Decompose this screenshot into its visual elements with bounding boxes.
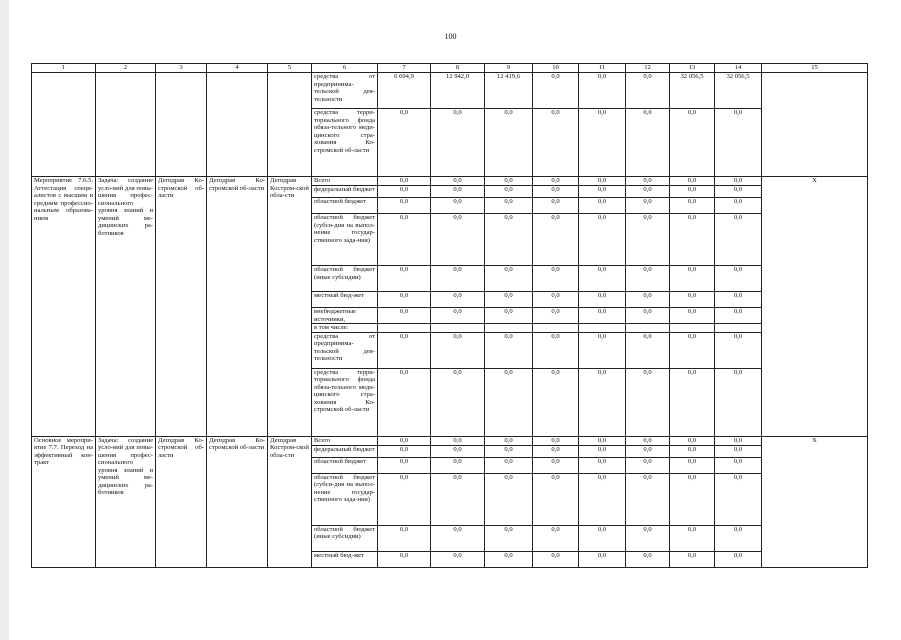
column-number-header: 9: [485, 64, 533, 73]
amount-cell: 0,0: [378, 308, 431, 324]
amount-cell: 0,0: [485, 266, 533, 292]
funding-source-label: внебюджетные источники,: [312, 308, 378, 324]
funding-source-label: средства терри-ториального фонда обяза-тельного меди-цинского стра-хования Ко-стромской об-ласти: [312, 109, 378, 177]
amount-cell: 0,0: [579, 473, 626, 525]
amount-cell: 0,0: [626, 445, 670, 457]
amount-cell: 0,0: [533, 292, 579, 308]
task-description: Задача: создание усло-вий для повы-шения профес-сионального уровня знаний и умений ме-дицинских ра-ботников: [96, 436, 156, 567]
amount-cell: [431, 324, 485, 333]
amount-cell: 0,0: [670, 214, 715, 266]
funding-source-label: областной бюджет (субси-дия на выпол-нение государ-ственного зада-ния): [312, 214, 378, 266]
amount-cell: 0,0: [626, 198, 670, 214]
amount-cell: 0,0: [378, 473, 431, 525]
amount-cell: 0,0: [431, 186, 485, 198]
amount-cell: 0,0: [533, 73, 579, 109]
amount-cell: 0,0: [378, 551, 431, 567]
amount-cell: 0,0: [533, 266, 579, 292]
amount-cell: 0,0: [579, 292, 626, 308]
empty-cell: [762, 73, 868, 177]
column-number-header: 15: [762, 64, 868, 73]
funding-source-label: областной бюджет: [312, 198, 378, 214]
amount-cell: 0,0: [670, 198, 715, 214]
amount-cell: 0,0: [670, 436, 715, 445]
amount-cell: 0,0: [670, 177, 715, 186]
amount-cell: 0,0: [670, 368, 715, 436]
empty-cell: [268, 73, 312, 177]
amount-cell: 0,0: [579, 198, 626, 214]
amount-cell: 0,0: [670, 332, 715, 368]
amount-cell: 0,0: [378, 436, 431, 445]
amount-cell: 0,0: [485, 109, 533, 177]
funding-source-label: федеральный бюджет: [312, 445, 378, 457]
amount-cell: 0,0: [626, 368, 670, 436]
column-number-header: 6: [312, 64, 378, 73]
amount-cell: 0,0: [485, 332, 533, 368]
amount-cell: 0,0: [579, 177, 626, 186]
amount-cell: 0,0: [431, 445, 485, 457]
scan-edge: [0, 0, 9, 640]
amount-cell: 0,0: [579, 332, 626, 368]
column-number-header: 2: [96, 64, 156, 73]
amount-cell: 0,0: [715, 551, 762, 567]
amount-cell: 0,0: [579, 436, 626, 445]
empty-cell: [32, 73, 96, 177]
responsible-executor: Депздрав Ко-стромской об-ласти: [156, 177, 207, 437]
amount-cell: 0,0: [715, 186, 762, 198]
amount-cell: 0,0: [579, 457, 626, 473]
amount-cell: 0,0: [485, 473, 533, 525]
amount-cell: 0,0: [715, 332, 762, 368]
amount-cell: 0,0: [715, 457, 762, 473]
amount-cell: 0,0: [670, 525, 715, 551]
amount-cell: 0,0: [533, 332, 579, 368]
amount-cell: 0,0: [579, 109, 626, 177]
amount-cell: 0,0: [715, 198, 762, 214]
amount-cell: 0,0: [715, 368, 762, 436]
amount-cell: 0,0: [485, 436, 533, 445]
funding-source-label: средства от предпринима-тельской дея-тельности: [312, 73, 378, 109]
funding-source-label: федеральный бюджет: [312, 186, 378, 198]
amount-cell: 0,0: [431, 292, 485, 308]
header-row: [32, 64, 868, 73]
amount-cell: 0,0: [431, 214, 485, 266]
amount-cell: 0,0: [378, 445, 431, 457]
amount-cell: 0,0: [533, 525, 579, 551]
amount-cell: 0,0: [378, 214, 431, 266]
amount-cell: 0,0: [715, 177, 762, 186]
amount-cell: 0,0: [579, 186, 626, 198]
amount-cell: 0,0: [485, 308, 533, 324]
amount-cell: 0,0: [715, 292, 762, 308]
amount-cell: 0,0: [431, 457, 485, 473]
amount-cell: 0,0: [431, 109, 485, 177]
amount-cell: 0,0: [533, 109, 579, 177]
amount-cell: 0,0: [670, 109, 715, 177]
amount-cell: 0,0: [378, 525, 431, 551]
amount-cell: 0,0: [485, 368, 533, 436]
amount-cell: 0,0: [485, 525, 533, 551]
amount-cell: 0,0: [715, 266, 762, 292]
column-number-header: 12: [626, 64, 670, 73]
amount-cell: 0,0: [626, 214, 670, 266]
amount-cell: 0,0: [626, 473, 670, 525]
amount-cell: 0,0: [533, 198, 579, 214]
amount-cell: 0,0: [431, 198, 485, 214]
amount-cell: 0,0: [378, 198, 431, 214]
amount-cell: 0,0: [378, 332, 431, 368]
table-row: [32, 436, 868, 445]
participant: Депздрав Костром-ской обла-сти: [268, 177, 312, 437]
amount-cell: 0,0: [715, 473, 762, 525]
column-number-header: 8: [431, 64, 485, 73]
empty-cell: [96, 73, 156, 177]
amount-cell: 0,0: [378, 292, 431, 308]
column-number-header: 5: [268, 64, 312, 73]
amount-cell: 0,0: [431, 473, 485, 525]
indicator-mark: X: [762, 177, 868, 437]
amount-cell: 0,0: [626, 109, 670, 177]
amount-cell: 0,0: [485, 292, 533, 308]
amount-cell: 0,0: [715, 109, 762, 177]
amount-cell: 0,0: [533, 551, 579, 567]
amount-cell: 0,0: [533, 473, 579, 525]
amount-cell: 0,0: [715, 436, 762, 445]
amount-cell: 0,0: [670, 473, 715, 525]
amount-cell: 0,0: [485, 214, 533, 266]
amount-cell: 0,0: [626, 177, 670, 186]
amount-cell: [485, 324, 533, 333]
amount-cell: 0,0: [670, 292, 715, 308]
amount-cell: 0,0: [431, 551, 485, 567]
amount-cell: 0,0: [626, 457, 670, 473]
amount-cell: [715, 324, 762, 333]
amount-cell: 0,0: [626, 551, 670, 567]
table-row: [32, 177, 868, 186]
amount-cell: 0,0: [485, 198, 533, 214]
amount-cell: 0,0: [485, 445, 533, 457]
column-number-header: 3: [156, 64, 207, 73]
amount-cell: 12 942,0: [431, 73, 485, 109]
task-description: Задача: создание усло-вий для повы-шения профес-сионального уровня знаний и умений ме-дицинских ра-ботников: [96, 177, 156, 437]
participant: Депздрав Костром-ской обла-сти: [268, 436, 312, 567]
amount-cell: 0,0: [579, 214, 626, 266]
amount-cell: 0,0: [626, 73, 670, 109]
funding-source-label: областной бюджет: [312, 457, 378, 473]
budget-table: [31, 63, 868, 568]
amount-cell: 0,0: [670, 308, 715, 324]
amount-cell: 0,0: [670, 551, 715, 567]
amount-cell: 0,0: [533, 186, 579, 198]
column-number-header: 7: [378, 64, 431, 73]
amount-cell: 0,0: [670, 445, 715, 457]
amount-cell: 0,0: [431, 266, 485, 292]
amount-cell: 0,0: [485, 186, 533, 198]
amount-cell: 0,0: [579, 551, 626, 567]
amount-cell: 0,0: [579, 445, 626, 457]
amount-cell: 0,0: [533, 308, 579, 324]
amount-cell: 0,0: [533, 445, 579, 457]
amount-cell: 6 694,9: [378, 73, 431, 109]
amount-cell: 32 056,5: [670, 73, 715, 109]
amount-cell: [626, 324, 670, 333]
funding-source-label: средства терри-ториального фонда обяза-тельного меди-цинского стра-хования Ко-стромской об-ласти: [312, 368, 378, 436]
amount-cell: [533, 324, 579, 333]
amount-cell: [378, 324, 431, 333]
funding-source-label: местный бюд-жет: [312, 551, 378, 567]
amount-cell: 0,0: [670, 186, 715, 198]
amount-cell: 0,0: [670, 266, 715, 292]
amount-cell: 0,0: [378, 109, 431, 177]
amount-cell: 0,0: [485, 551, 533, 567]
amount-cell: 0,0: [533, 436, 579, 445]
amount-cell: 0,0: [715, 214, 762, 266]
amount-cell: 0,0: [378, 457, 431, 473]
amount-cell: 0,0: [378, 186, 431, 198]
amount-cell: 0,0: [533, 214, 579, 266]
responsible-executor: Депздрав Ко-стромской об-ласти: [156, 436, 207, 567]
column-number-header: 14: [715, 64, 762, 73]
amount-cell: [579, 324, 626, 333]
funding-source-label: в том числе:: [312, 324, 378, 333]
amount-cell: 0,0: [715, 525, 762, 551]
funding-source-label: местный бюд-жет: [312, 292, 378, 308]
amount-cell: 0,0: [431, 525, 485, 551]
amount-cell: 0,0: [378, 177, 431, 186]
amount-cell: 0,0: [431, 177, 485, 186]
amount-cell: 0,0: [626, 308, 670, 324]
amount-cell: 0,0: [626, 436, 670, 445]
column-number-header: 4: [207, 64, 268, 73]
funding-source-label: областной бюджет (иные субсидии): [312, 266, 378, 292]
amount-cell: [670, 324, 715, 333]
amount-cell: 0,0: [715, 308, 762, 324]
amount-cell: 0,0: [715, 445, 762, 457]
amount-cell: 0,0: [431, 308, 485, 324]
funding-source-label: Всего: [312, 177, 378, 186]
amount-cell: 0,0: [579, 368, 626, 436]
amount-cell: 0,0: [626, 332, 670, 368]
amount-cell: 0,0: [626, 525, 670, 551]
funding-source-label: областной бюджет (субси-дия на выпол-нение государ-ственного зада-ния): [312, 473, 378, 525]
empty-cell: [156, 73, 207, 177]
measure-name: Мероприятие 7.6.5. Аттестация специ-алистов с высшим и средним профессио-нальным образова-нием: [32, 177, 96, 437]
funding-source-label: областной бюджет (иные субсидии): [312, 525, 378, 551]
amount-cell: 0,0: [579, 73, 626, 109]
page-number: 100: [444, 32, 457, 41]
amount-cell: 0,0: [485, 457, 533, 473]
column-number-header: 13: [670, 64, 715, 73]
measure-name: Основное меропри-ятие 7.7. Переход на эффективный кон-тракт: [32, 436, 96, 567]
amount-cell: 12 419,6: [485, 73, 533, 109]
co-executor: Депздрав Ко-стромской об-ласти: [207, 436, 268, 567]
amount-cell: 0,0: [670, 457, 715, 473]
amount-cell: 0,0: [533, 457, 579, 473]
amount-cell: 0,0: [579, 525, 626, 551]
column-number-header: 11: [579, 64, 626, 73]
amount-cell: 0,0: [626, 292, 670, 308]
column-number-header: 1: [32, 64, 96, 73]
table-row: [32, 73, 868, 109]
funding-source-label: Всего: [312, 436, 378, 445]
indicator-mark: X: [762, 436, 868, 567]
amount-cell: 0,0: [485, 177, 533, 186]
amount-cell: 32 056,5: [715, 73, 762, 109]
amount-cell: 0,0: [579, 266, 626, 292]
co-executor: Депздрав Ко-стромской об-ласти: [207, 177, 268, 437]
amount-cell: 0,0: [431, 368, 485, 436]
amount-cell: 0,0: [626, 186, 670, 198]
empty-cell: [207, 73, 268, 177]
amount-cell: 0,0: [378, 368, 431, 436]
column-number-header: 10: [533, 64, 579, 73]
funding-source-label: средства от предпринима-тельской дея-тельности: [312, 332, 378, 368]
amount-cell: 0,0: [579, 308, 626, 324]
amount-cell: 0,0: [533, 368, 579, 436]
amount-cell: 0,0: [626, 266, 670, 292]
amount-cell: 0,0: [378, 266, 431, 292]
amount-cell: 0,0: [431, 436, 485, 445]
amount-cell: 0,0: [533, 177, 579, 186]
amount-cell: 0,0: [431, 332, 485, 368]
